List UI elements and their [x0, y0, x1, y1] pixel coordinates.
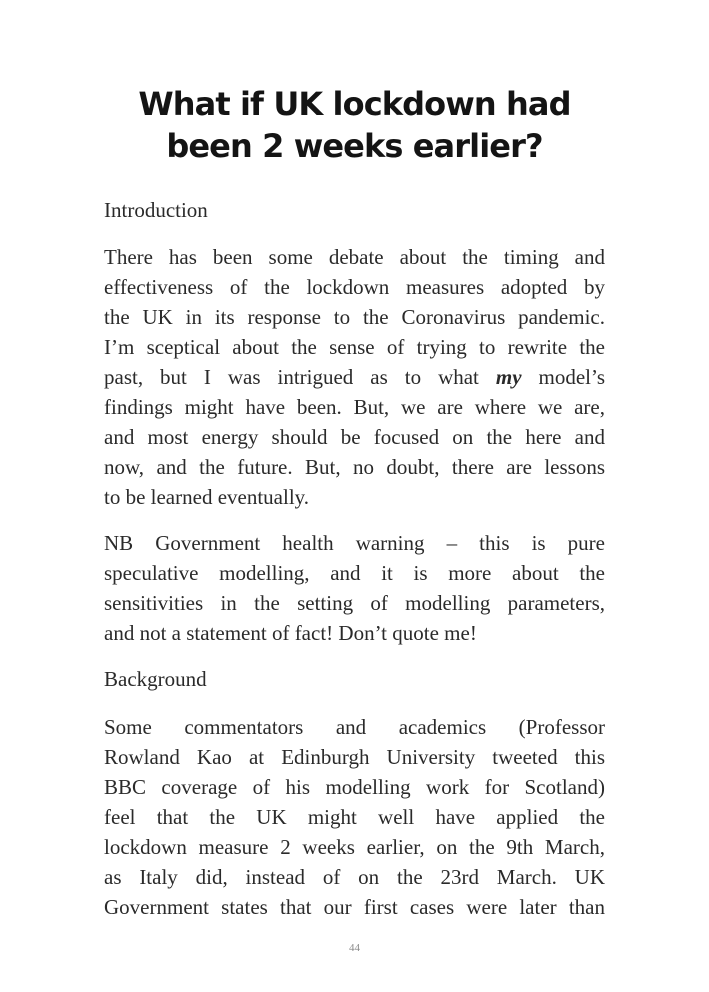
text-line: and most energy should be focused on the here and	[104, 425, 605, 449]
title-line-1: What if UK lockdown had	[138, 85, 571, 123]
text-line: as Italy did, instead of on the 23rd March. UK	[104, 865, 605, 889]
text-line: speculative modelling, and it is more about the	[104, 561, 605, 585]
text-line: Some commentators and academics (Professor	[104, 715, 605, 739]
text-line: BBC coverage of his modelling work for Scotland)	[104, 775, 605, 799]
text-line: Rowland Kao at Edinburgh University tweeted this	[104, 745, 605, 769]
text-line: lockdown measure 2 weeks earlier, on the 9th March,	[104, 835, 605, 859]
emphasized-word: my	[495, 365, 522, 389]
introduction-paragraph-2	[104, 528, 605, 648]
text-line: feel that the UK might well have applied the	[104, 805, 605, 829]
text-line: now, and the future. But, no doubt, there are lessons	[104, 455, 605, 479]
background-paragraph-1	[104, 712, 605, 922]
text-line: I’m sceptical about the sense of trying to rewrite the	[104, 335, 605, 359]
text-line: and not a statement of fact! Don’t quote me!	[104, 621, 477, 645]
text-line: effectiveness of the lockdown measures adopted by	[104, 275, 605, 299]
page-title	[104, 83, 605, 167]
page-number: 44	[349, 942, 360, 954]
section-heading-background: Background	[104, 667, 207, 691]
text-line: findings might have been. But, we are where we are,	[104, 395, 605, 419]
title-line-2: been 2 weeks earlier?	[166, 127, 543, 165]
text-line	[104, 362, 605, 392]
text-line: NB Government health warning – this is pure	[104, 531, 605, 555]
section-heading-introduction: Introduction	[104, 198, 208, 222]
text-line: the UK in its response to the Coronavirus pandemic.	[104, 305, 605, 329]
text-run: past, but I was intrigued as to what	[104, 365, 496, 389]
text-run: model’s	[521, 365, 606, 389]
introduction-paragraph-1	[104, 242, 605, 512]
text-line: There has been some debate about the timing and	[104, 245, 605, 269]
text-line: Government states that our first cases were later than	[104, 895, 605, 919]
text-line: sensitivities in the setting of modelling parameters,	[104, 591, 605, 615]
text-line: to be learned eventually.	[104, 485, 310, 509]
